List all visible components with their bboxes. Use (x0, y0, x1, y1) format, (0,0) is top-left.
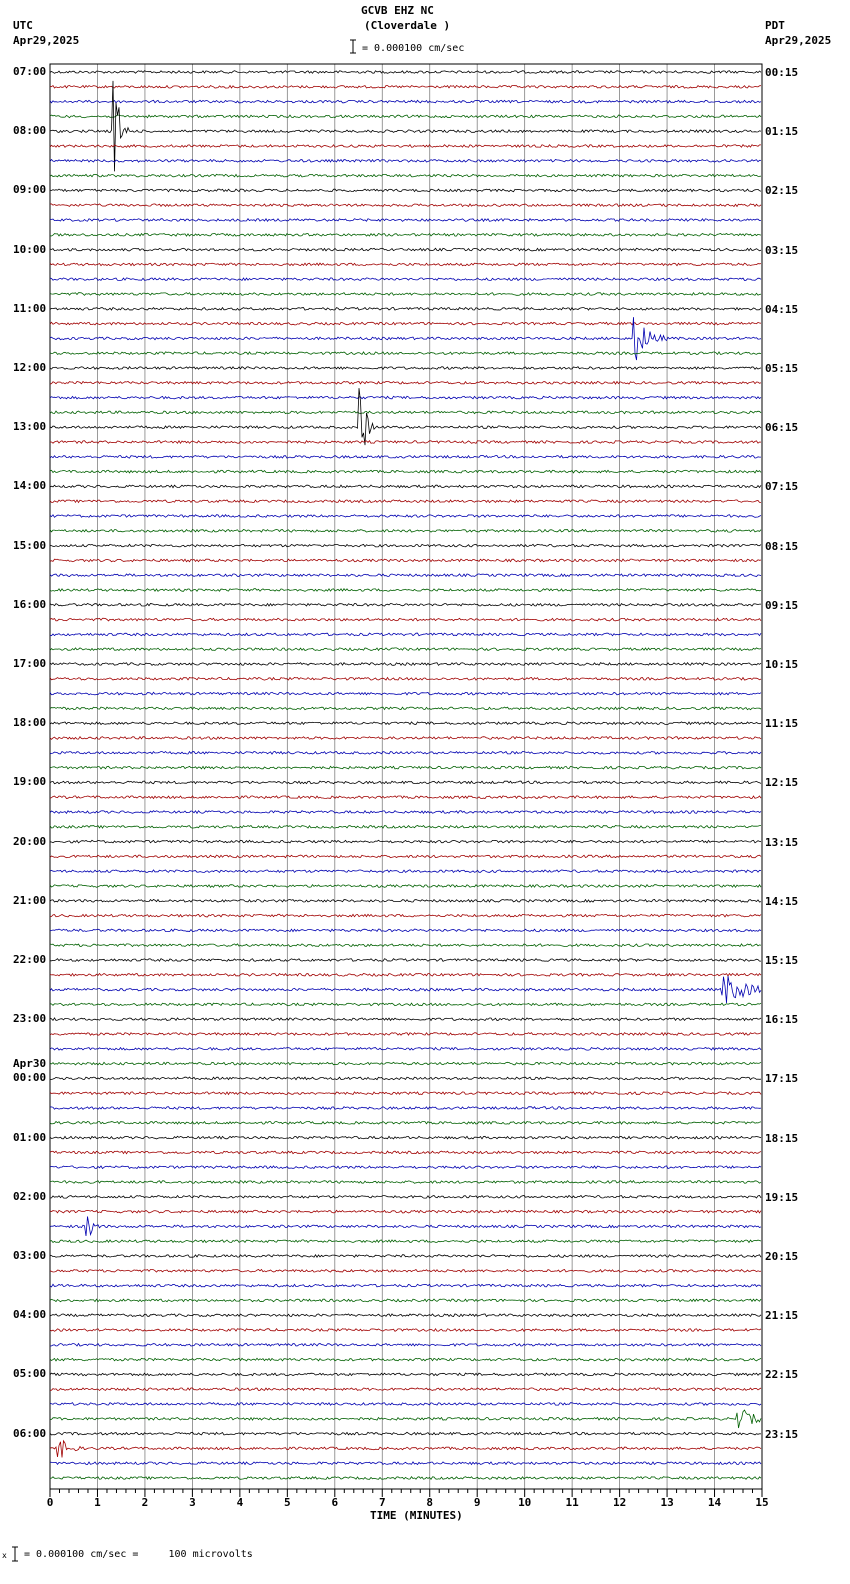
date-change-label: Apr30 (13, 1057, 47, 1071)
trace-line (50, 160, 761, 163)
trace-line (50, 470, 761, 473)
right-timezone: PDT (765, 19, 785, 32)
x-tick-label: 1 (94, 1496, 101, 1509)
right-time-label: 14:15 (765, 894, 799, 908)
trace-line (50, 1151, 761, 1154)
footer-scale-note: = 0.000100 cm/sec = 100 microvolts (24, 1549, 253, 1560)
x-axis (50, 1489, 762, 1497)
trace-line (50, 1441, 761, 1458)
trace-line (50, 441, 761, 444)
left-time-label: 13:00 (13, 420, 47, 434)
x-tick-label: 4 (236, 1496, 244, 1509)
left-time-label: 23:00 (13, 1012, 47, 1026)
scale-bar-icon (12, 1547, 18, 1561)
left-time-label: 03:00 (13, 1249, 47, 1262)
right-time-label: 05:15 (765, 362, 799, 375)
left-time-label: 07:00 (13, 65, 47, 78)
left-time-label: 10:00 (13, 242, 47, 256)
trace-line (50, 500, 761, 503)
trace-line (50, 900, 761, 903)
trace-line (50, 811, 761, 814)
trace-line (50, 1299, 761, 1302)
trace-line (50, 1196, 761, 1199)
trace-line (50, 248, 761, 251)
trace-line (50, 944, 761, 947)
trace-line (50, 1062, 761, 1065)
trace-line (50, 692, 761, 695)
right-time-label: 23:15 (765, 1427, 799, 1441)
trace-line (50, 618, 761, 621)
right-time-label: 12:15 (765, 776, 799, 790)
trace-line (50, 826, 761, 829)
right-time-label: 08:15 (765, 539, 799, 553)
right-time-label: 21:15 (765, 1309, 799, 1323)
left-time-label: 20:00 (13, 834, 47, 848)
trace-line (50, 1166, 761, 1169)
trace-line (50, 752, 761, 755)
trace-line (50, 1033, 761, 1036)
trace-line (50, 1107, 761, 1110)
left-time-label: 12:00 (13, 361, 47, 374)
trace-line (50, 86, 761, 89)
trace-line (50, 396, 761, 399)
right-time-label: 17:15 (765, 1072, 799, 1086)
trace-line (50, 1270, 761, 1273)
trace-line (50, 115, 761, 118)
trace-line (50, 1018, 761, 1021)
x-tick-label: 0 (46, 1496, 54, 1509)
x-tick-label: 5 (284, 1496, 291, 1509)
right-time-label: 09:15 (765, 598, 799, 612)
x-axis-label: TIME (MINUTES) (370, 1509, 463, 1522)
trace-line (50, 604, 761, 607)
x-tick-label: 2 (141, 1496, 149, 1509)
trace-line (50, 263, 761, 266)
x-tick-label: 11 (565, 1496, 579, 1509)
trace-line (50, 1210, 761, 1213)
right-time-label: 07:15 (765, 480, 799, 494)
right-time-label: 16:15 (765, 1013, 799, 1027)
left-time-label: 02:00 (13, 1189, 47, 1203)
right-date: Apr29,2025 (765, 34, 832, 47)
left-time-label: 22:00 (13, 953, 47, 966)
trace-line (50, 1092, 761, 1095)
station-title: GCVB EHZ NC (361, 4, 434, 17)
left-time-label: 21:00 (13, 893, 47, 907)
trace-line (50, 1462, 761, 1465)
trace-line (50, 293, 761, 296)
left-date: Apr29,2025 (13, 34, 80, 47)
trace-line (50, 1344, 761, 1347)
left-time-label: 19:00 (13, 775, 47, 789)
trace-line (50, 974, 761, 977)
trace-line (50, 544, 761, 547)
trace-line (50, 485, 761, 488)
trace-line (50, 100, 761, 103)
left-time-label: 05:00 (13, 1367, 47, 1381)
trace-line (50, 855, 761, 858)
trace-line (50, 840, 761, 843)
trace-line (50, 515, 761, 518)
trace-line (50, 71, 761, 74)
trace-line (50, 411, 761, 414)
trace-line (50, 976, 761, 1003)
left-time-label: 15:00 (13, 538, 47, 552)
trace-line (50, 1388, 761, 1391)
trace-line (50, 322, 761, 325)
right-time-label: 19:15 (765, 1190, 799, 1204)
scale-label: = 0.000100 cm/sec (362, 43, 465, 54)
x-tick-label: 8 (426, 1496, 434, 1509)
left-time-label: 18:00 (13, 716, 47, 730)
left-time-label: 06:00 (13, 1426, 47, 1440)
left-timezone: UTC (13, 19, 33, 32)
trace-line (50, 352, 761, 355)
trace-line (50, 885, 761, 888)
trace-line (50, 145, 761, 148)
trace-line (50, 1314, 761, 1317)
x-tick-label: 7 (378, 1496, 386, 1509)
trace-line (50, 1048, 761, 1051)
trace-line (50, 1432, 761, 1435)
right-time-label: 15:15 (765, 954, 799, 967)
right-time-label: 10:15 (765, 658, 799, 671)
right-time-label: 11:15 (765, 717, 799, 731)
left-time-label: 01:00 (13, 1130, 47, 1144)
right-time-label: 02:15 (765, 184, 799, 198)
trace-line (50, 388, 761, 445)
trace-line (50, 1240, 761, 1243)
trace-line (50, 530, 761, 533)
trace-line (50, 574, 761, 577)
x-tick-label: 10 (518, 1496, 532, 1509)
trace-line (50, 219, 761, 222)
x-tick-label: 9 (473, 1496, 481, 1509)
plot-frame (50, 64, 762, 1489)
x-tick-label: 6 (331, 1496, 339, 1509)
trace-line (50, 189, 761, 192)
trace-line (50, 1329, 761, 1332)
trace-line (50, 633, 761, 636)
grid-lines (50, 64, 762, 1489)
footer-prefix: x (2, 1551, 7, 1560)
trace-line (50, 1403, 761, 1406)
trace-line (50, 1181, 761, 1184)
trace-line (50, 722, 761, 725)
scale-bar-icon (350, 40, 356, 53)
left-time-label: 14:00 (13, 479, 47, 493)
left-time-label: 17:00 (13, 657, 47, 670)
trace-line (50, 1358, 761, 1361)
trace-line (50, 914, 761, 917)
trace-line (50, 959, 761, 962)
trace-line (50, 367, 761, 370)
trace-group (50, 71, 761, 1480)
right-time-label: 18:15 (765, 1131, 799, 1145)
trace-line (50, 456, 761, 459)
trace-line (50, 308, 761, 311)
trace-line (50, 1373, 761, 1376)
left-time-label: 00:00 (13, 1071, 47, 1085)
left-time-label: 09:00 (13, 183, 47, 197)
left-time-label: 04:00 (13, 1308, 47, 1322)
trace-line (50, 1077, 761, 1080)
trace-line (50, 870, 761, 873)
right-time-label: 20:15 (765, 1250, 799, 1263)
trace-line (50, 1477, 761, 1480)
trace-line (50, 1284, 761, 1287)
trace-line (50, 174, 761, 177)
right-time-label: 00:15 (765, 66, 799, 79)
left-time-label: 08:00 (13, 124, 47, 138)
right-time-label: 04:15 (765, 302, 799, 316)
trace-line (50, 707, 761, 710)
trace-line (50, 1217, 761, 1237)
trace-line (50, 737, 761, 740)
trace-line (50, 1255, 761, 1258)
x-tick-label: 15 (755, 1496, 769, 1509)
left-time-label: 11:00 (13, 301, 47, 315)
trace-line (50, 766, 761, 769)
trace-line (50, 1410, 761, 1428)
right-time-label: 01:15 (765, 125, 799, 139)
trace-line (50, 1122, 761, 1125)
trace-line (50, 929, 761, 932)
trace-line (50, 796, 761, 799)
x-tick-label: 3 (189, 1496, 196, 1509)
trace-line (50, 781, 761, 784)
x-tick-label: 12 (613, 1496, 627, 1509)
trace-line (50, 81, 761, 171)
trace-line (50, 663, 761, 666)
left-time-label: 16:00 (13, 597, 47, 611)
station-location: (Cloverdale ) (364, 19, 451, 32)
right-time-label: 13:15 (765, 835, 799, 849)
trace-line (50, 1003, 761, 1006)
trace-line (50, 559, 761, 562)
trace-line (50, 589, 761, 592)
right-time-label: 03:15 (765, 243, 799, 257)
trace-line (50, 382, 761, 385)
trace-line (50, 204, 761, 207)
trace-line (50, 278, 761, 281)
trace-line (50, 234, 761, 237)
trace-line (50, 1136, 761, 1139)
trace-line (50, 678, 761, 681)
x-tick-label: 14 (707, 1496, 722, 1509)
right-time-label: 06:15 (765, 421, 799, 435)
x-tick-label: 13 (660, 1496, 674, 1509)
right-time-label: 22:15 (765, 1368, 799, 1382)
trace-line (50, 648, 761, 651)
